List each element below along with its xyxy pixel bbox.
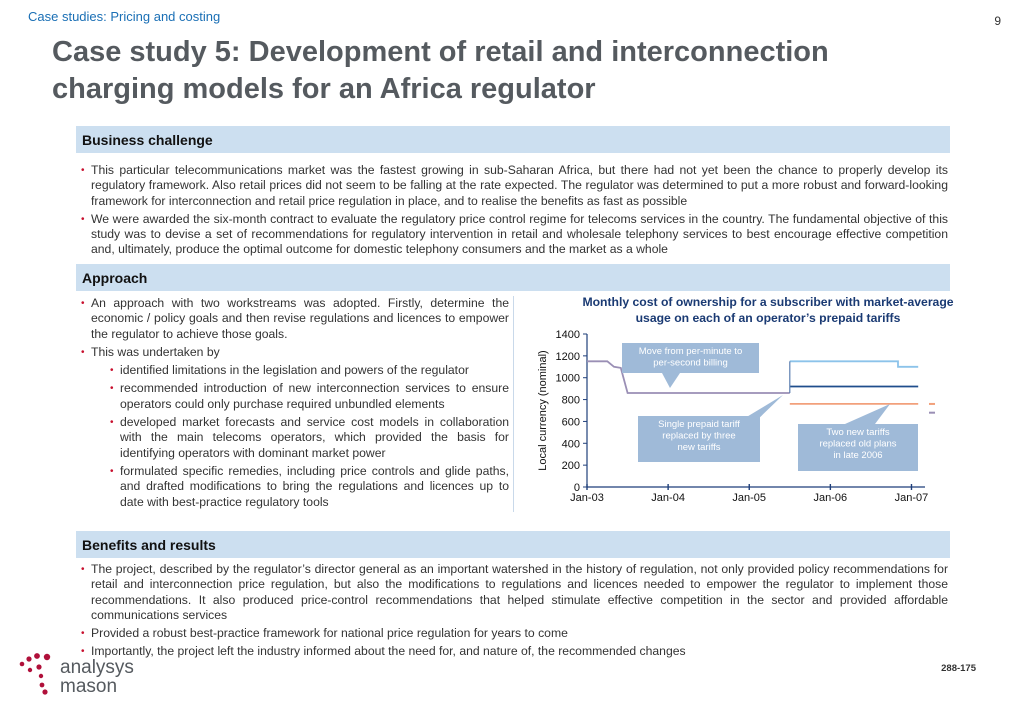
logo-text-analysys: analysys: [60, 657, 134, 678]
logo-text-mason: mason: [60, 676, 118, 697]
list-item: • We were awarded the six-month contract to evaluate the regulatory price control regime for telecoms services in the country. The fundamental objective of this study was to devise a set of recommendations for regulatory intervention in retail and wholesale telephony services to best encourage effective competition and, ultimately, produce the optimal outcome for domestic telephony consumers and the market as a whole: [78, 212, 948, 258]
callout-text-line: Move from per-minute to: [638, 346, 743, 357]
callout-text-line: Two new tariffs: [826, 427, 890, 438]
list-item: • The project, described by the regulator’s director general as an important watershed in the history of regulation, not only provided policy recommendations for retail and interconnection price regulation, but also the modifications to regulations and licences needed to empower the regulator to implement those recommendations. It also produced price-control recommendations that helped stimulate effective competition in the sector and provided affordable communications services: [78, 562, 948, 623]
section-heading-approach: Approach: [76, 264, 950, 291]
y-tick-label: 800: [561, 394, 580, 407]
y-tick-label: 600: [561, 416, 580, 429]
callout-text-line: new tariffs: [677, 442, 721, 453]
callout-text-line: replaced by three: [662, 430, 736, 442]
list-item: • An approach with two workstreams was adopted. Firstly, determine the economic / policy goals and then revise regulations and licences to empower the regulator to achieve those goals.: [78, 296, 509, 342]
section-heading-benefits: Benefits and results: [76, 531, 950, 558]
x-tick-label: Jan-04: [651, 492, 685, 504]
y-tick-label: 200: [561, 460, 580, 473]
sub-list-item: • developed market forecasts and service cost models in collaboration with the main telecoms operators, which provided the basis for identifying operators with dominant market power: [107, 415, 509, 461]
x-tick-label: Jan-07: [894, 492, 929, 504]
x-tick-label: Jan-03: [570, 492, 604, 504]
y-tick-label: 1000: [555, 372, 580, 385]
callout-pointer: [845, 404, 890, 424]
cost-of-ownership-chart: [530, 326, 950, 506]
callout-text-line: per-second billing: [653, 357, 728, 369]
logo-dots-icon: [20, 653, 51, 695]
sub-list-item: • formulated specific remedies, including price controls and glide paths, and drafted modifications to bring the regulations and licences up to date with best-practice regulatory tools: [107, 464, 509, 510]
sub-list-item: • identified limitations in the legislation and powers of the regulator: [107, 363, 509, 378]
chart-title: Monthly cost of ownership for a subscriber with market-average usage on each of an operator’s prepaid tariffs: [582, 295, 954, 325]
list-item: • This was undertaken by: [78, 345, 509, 360]
business-challenge-text: [78, 163, 948, 261]
callout-pointer: [662, 373, 680, 388]
y-tick-label: 400: [561, 438, 580, 451]
section-heading-business-challenge: Business challenge: [76, 126, 950, 153]
document-code: 288-175: [941, 663, 976, 674]
chart-callouts: [622, 343, 918, 471]
callout-text-line: in late 2006: [833, 450, 883, 461]
sub-list-item: • recommended introduction of new interconnection services to ensure operators could only purchase required unbundled elements: [107, 381, 509, 412]
list-item: • This particular telecommunications market was the fastest growing in sub-Saharan Africa, but there had not yet been the chance to properly develop its regulatory framework. Also retail prices did not seem to be falling at the rate expected. The regulator was determined to put a more robust and forward-looking framework for interconnection and retail price regulation in place, and to realise the benefits as fast as possible: [78, 163, 948, 209]
y-tick-label: 1200: [555, 350, 580, 363]
list-item: • Importantly, the project left the industry informed about the need for, and nature of, the recommended changes: [78, 644, 948, 659]
callout-text-line: Single prepaid tariff: [658, 419, 740, 430]
x-tick-label: Jan-06: [813, 492, 848, 504]
y-tick-label: 1400: [555, 329, 580, 341]
y-axis-label: Local currency (nominal): [537, 350, 549, 471]
analysys-mason-logo: [16, 652, 156, 698]
page-title: Case study 5: Development of retail and interconnection charging models for an Africa regulator: [52, 36, 829, 105]
page-number: 9: [994, 14, 1001, 28]
y-tick-label: 0: [573, 482, 580, 494]
x-tick-label: Jan-05: [732, 492, 767, 504]
list-item: • Provided a robust best-practice framework for national price regulation for years to come: [78, 626, 948, 641]
benefits-text: [78, 562, 948, 663]
callout-text-line: replaced old plans: [819, 438, 897, 450]
column-divider: [513, 296, 514, 512]
series-line-2: [790, 361, 918, 367]
callout-text: [639, 346, 742, 369]
approach-text: [78, 296, 509, 513]
breadcrumb: Case studies: Pricing and costing: [28, 9, 221, 24]
